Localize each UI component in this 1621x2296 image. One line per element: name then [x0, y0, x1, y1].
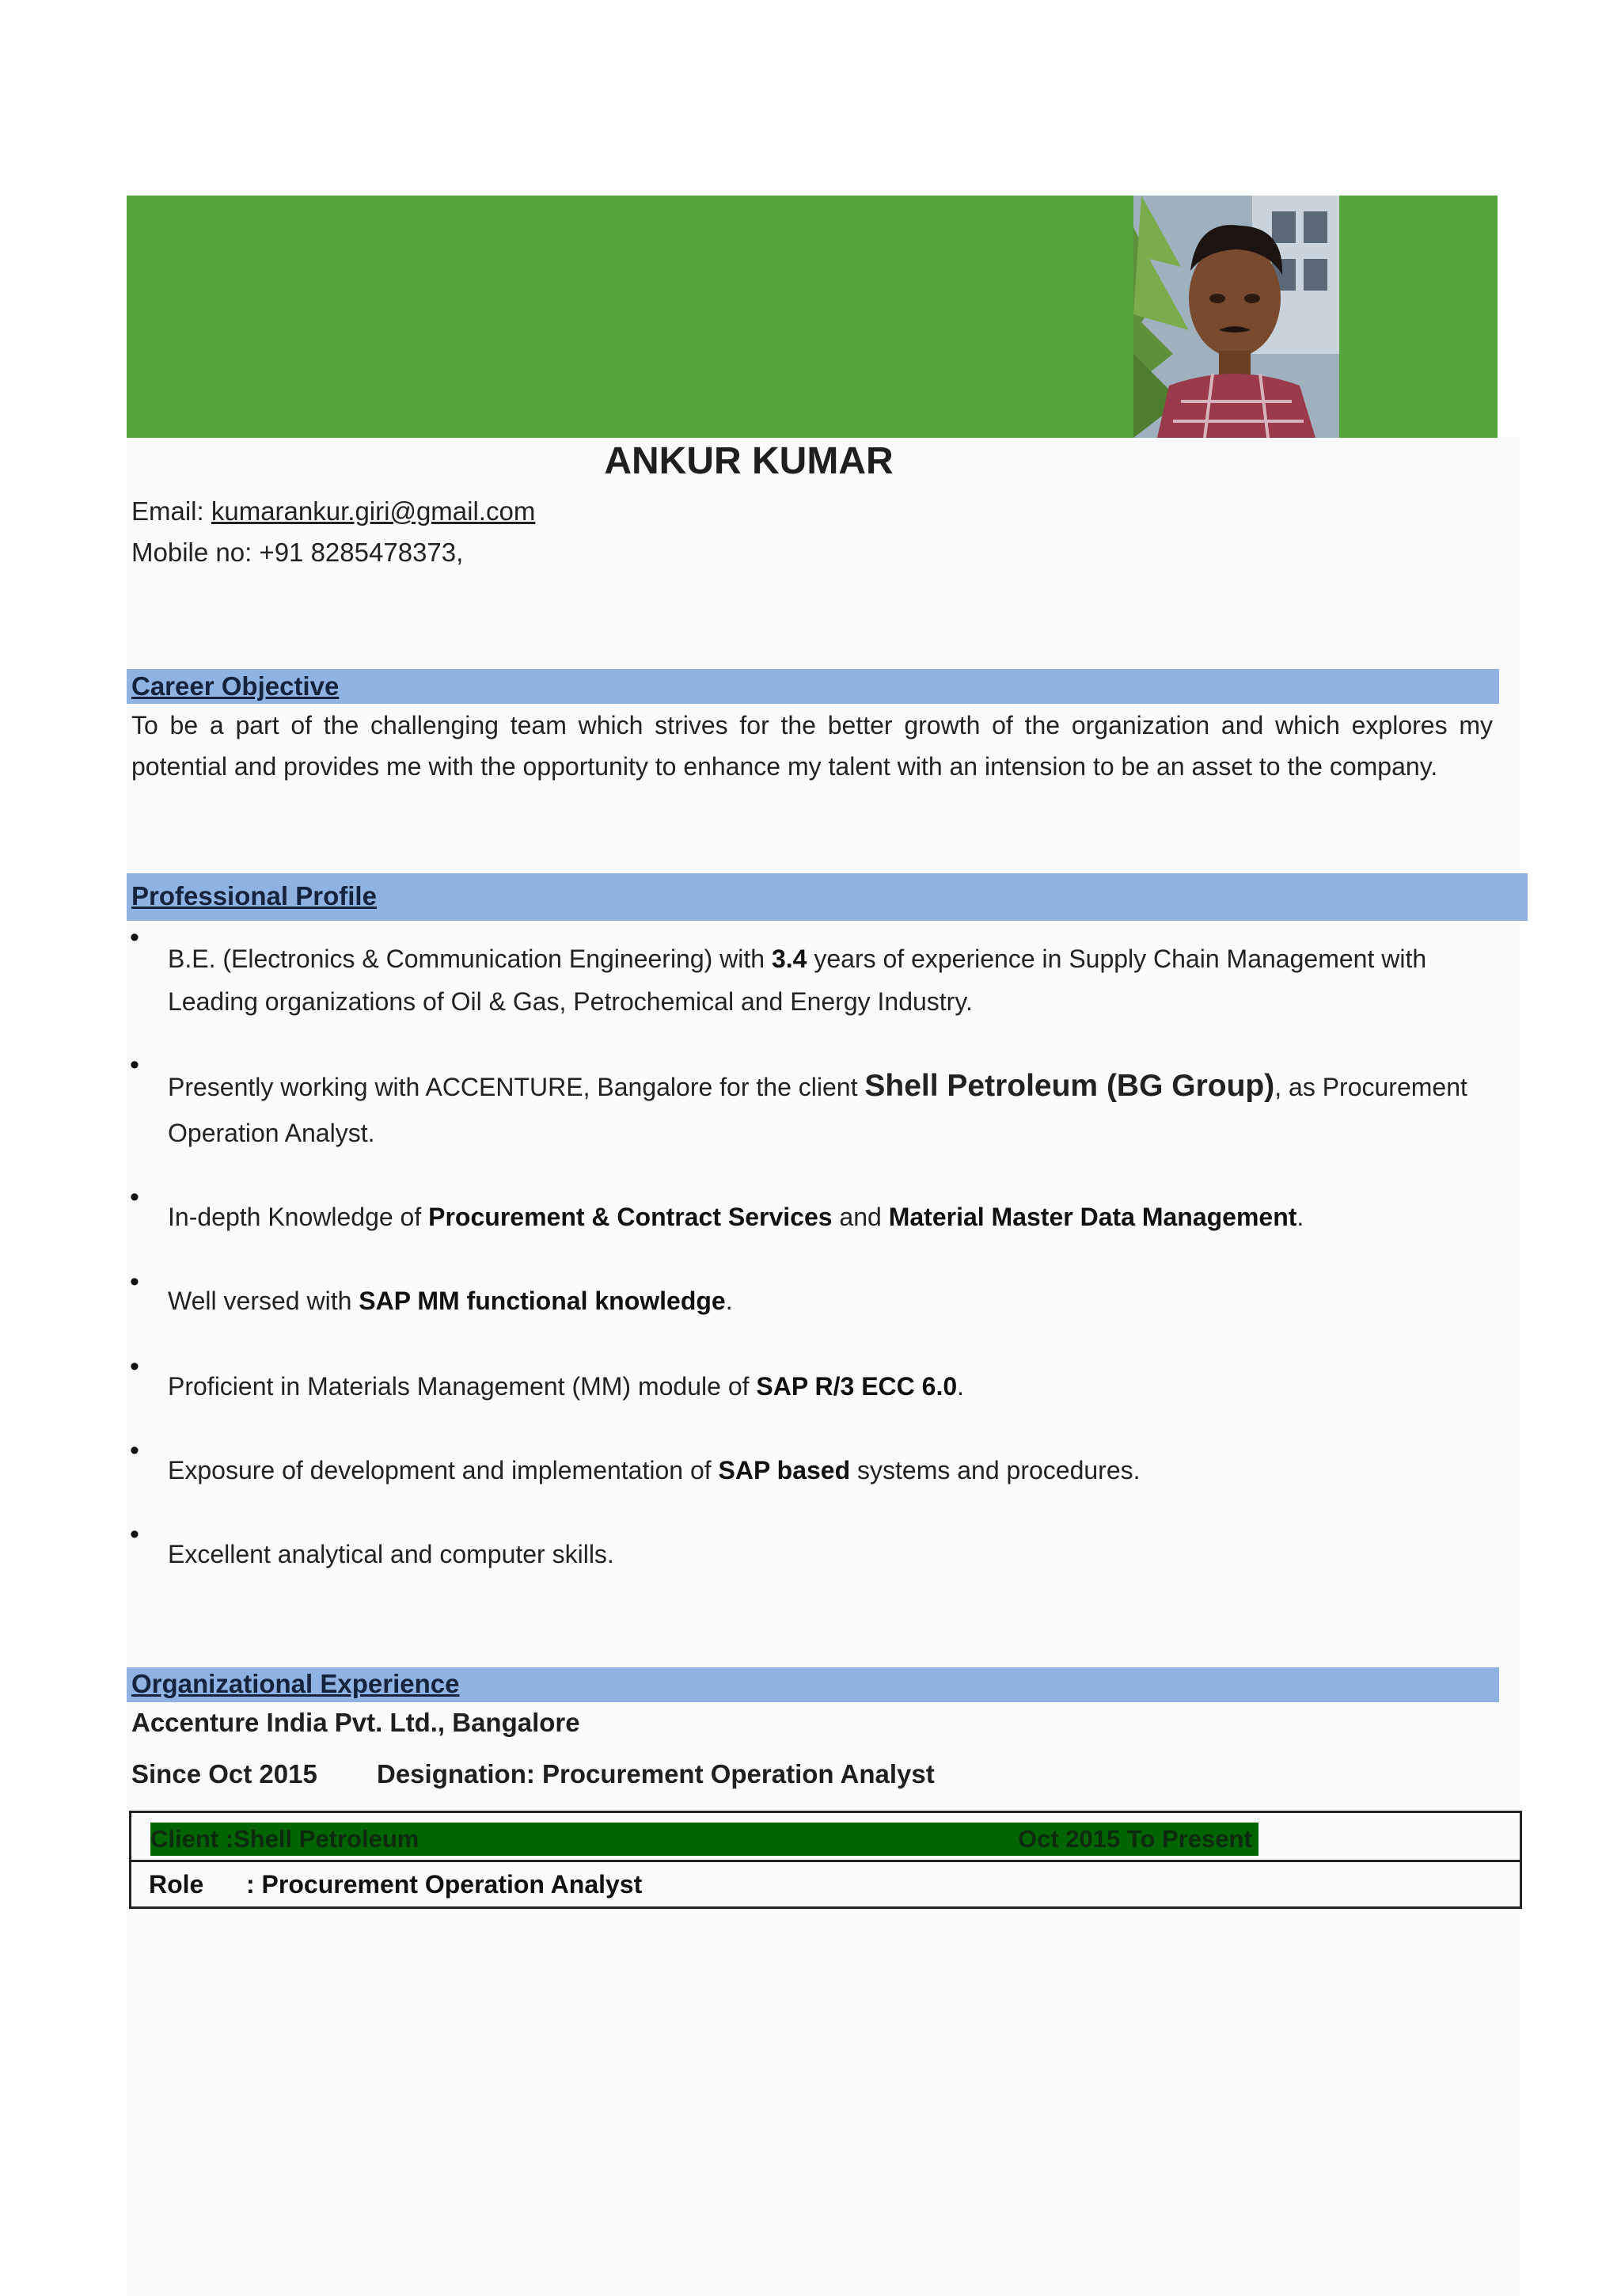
designation: Designation: Procurement Operation Analyst: [377, 1759, 935, 1789]
mobile-label: Mobile no:: [131, 538, 252, 567]
mobile-line: [131, 538, 463, 568]
role-row: [131, 1862, 1520, 1908]
bullet-bold-part: SAP MM functional knowledge: [359, 1287, 726, 1315]
role-label: Role: [149, 1870, 204, 1899]
bullet-bold-part: SAP based: [718, 1456, 851, 1484]
bullet-text-part: In-depth Knowledge of: [168, 1203, 429, 1231]
bullet-dot: •: [130, 1267, 139, 1297]
professional-profile-title: Professional Profile: [131, 881, 377, 910]
bullet-text-part: .: [957, 1372, 965, 1401]
email-line: [131, 496, 535, 526]
profile-bullet-2: [168, 1063, 1482, 1156]
bullet-text-part: , as Procurement Operation Analyst.: [168, 1073, 1467, 1147]
bullet-text-part: Proficient in Materials Management (MM) module of: [168, 1372, 757, 1401]
bullet-bold-part: SAP R/3 ECC 6.0: [756, 1372, 958, 1401]
since-date: Since Oct 2015: [131, 1759, 317, 1789]
career-objective-title: Career Objective: [131, 671, 340, 701]
bullet-dot: •: [130, 1050, 139, 1080]
career-objective-text: To be a part of the challenging team which strives for the better growth of the organization and which explores my potential and provides me with the opportunity to enhance my talent with an intension to be an asset to the company.: [131, 711, 1493, 781]
email-label: Email:: [131, 496, 204, 526]
client-row: [131, 1813, 1520, 1862]
bullet-dot: •: [130, 1182, 139, 1212]
candidate-name: ANKUR KUMAR: [604, 440, 894, 482]
bullet-text-part: Exposure of development and implementation of: [168, 1456, 719, 1484]
bullet-text-part: Excellent analytical and computer skills.: [168, 1540, 614, 1568]
profile-photo: [1133, 196, 1339, 438]
bullet-bold-part: 3.4: [771, 945, 807, 973]
client-table: [129, 1811, 1522, 1909]
bullet-text-part: Presently working with ACCENTURE, Bangalore for the client: [168, 1073, 865, 1101]
bullet-text-part: years of experience in Supply Chain Management with Leading organizations of Oil & Gas, Petrochemical and Energy Industry.: [168, 945, 1427, 1016]
bullet-text-part: Well versed with: [168, 1287, 359, 1315]
bullet-bold-part: Shell Petroleum (BG Group): [864, 1069, 1275, 1103]
email-link[interactable]: kumarankur.giri@gmail.com: [211, 496, 536, 526]
profile-bullet-6: [168, 1449, 1482, 1492]
profile-bullet-3: [168, 1196, 1482, 1238]
mobile-number: +91 8285478373,: [259, 538, 464, 567]
profile-bullet-4: [168, 1279, 1482, 1322]
bullet-bold-part: Material Master Data Management: [888, 1203, 1297, 1231]
organizational-experience-title: Organizational Experience: [131, 1669, 460, 1698]
bullet-dot: •: [130, 1435, 139, 1465]
bullet-text-part: B.E. (Electronics & Communication Engineering) with: [168, 945, 772, 973]
client-label: Client :Shell Petroleum: [150, 1825, 419, 1853]
bullet-bold-part: Procurement & Contract Services: [428, 1203, 833, 1231]
bullet-text-part: and: [832, 1203, 889, 1231]
bullet-text-part: .: [1296, 1203, 1304, 1231]
profile-bullet-1: [168, 937, 1482, 1023]
bullet-dot: •: [130, 1351, 139, 1382]
role-value: : Procurement Operation Analyst: [246, 1870, 643, 1899]
profile-bullet-5: [168, 1365, 1482, 1408]
client-period: Oct 2015 To Present: [1018, 1825, 1252, 1853]
bullet-text-part: .: [725, 1287, 733, 1315]
bullet-dot: •: [130, 1519, 139, 1549]
bullet-text-part: systems and procedures.: [850, 1456, 1141, 1484]
bullet-dot: •: [130, 922, 139, 952]
profile-bullet-7: [168, 1533, 1482, 1576]
company-name: Accenture India Pvt. Ltd., Bangalore: [131, 1708, 580, 1737]
